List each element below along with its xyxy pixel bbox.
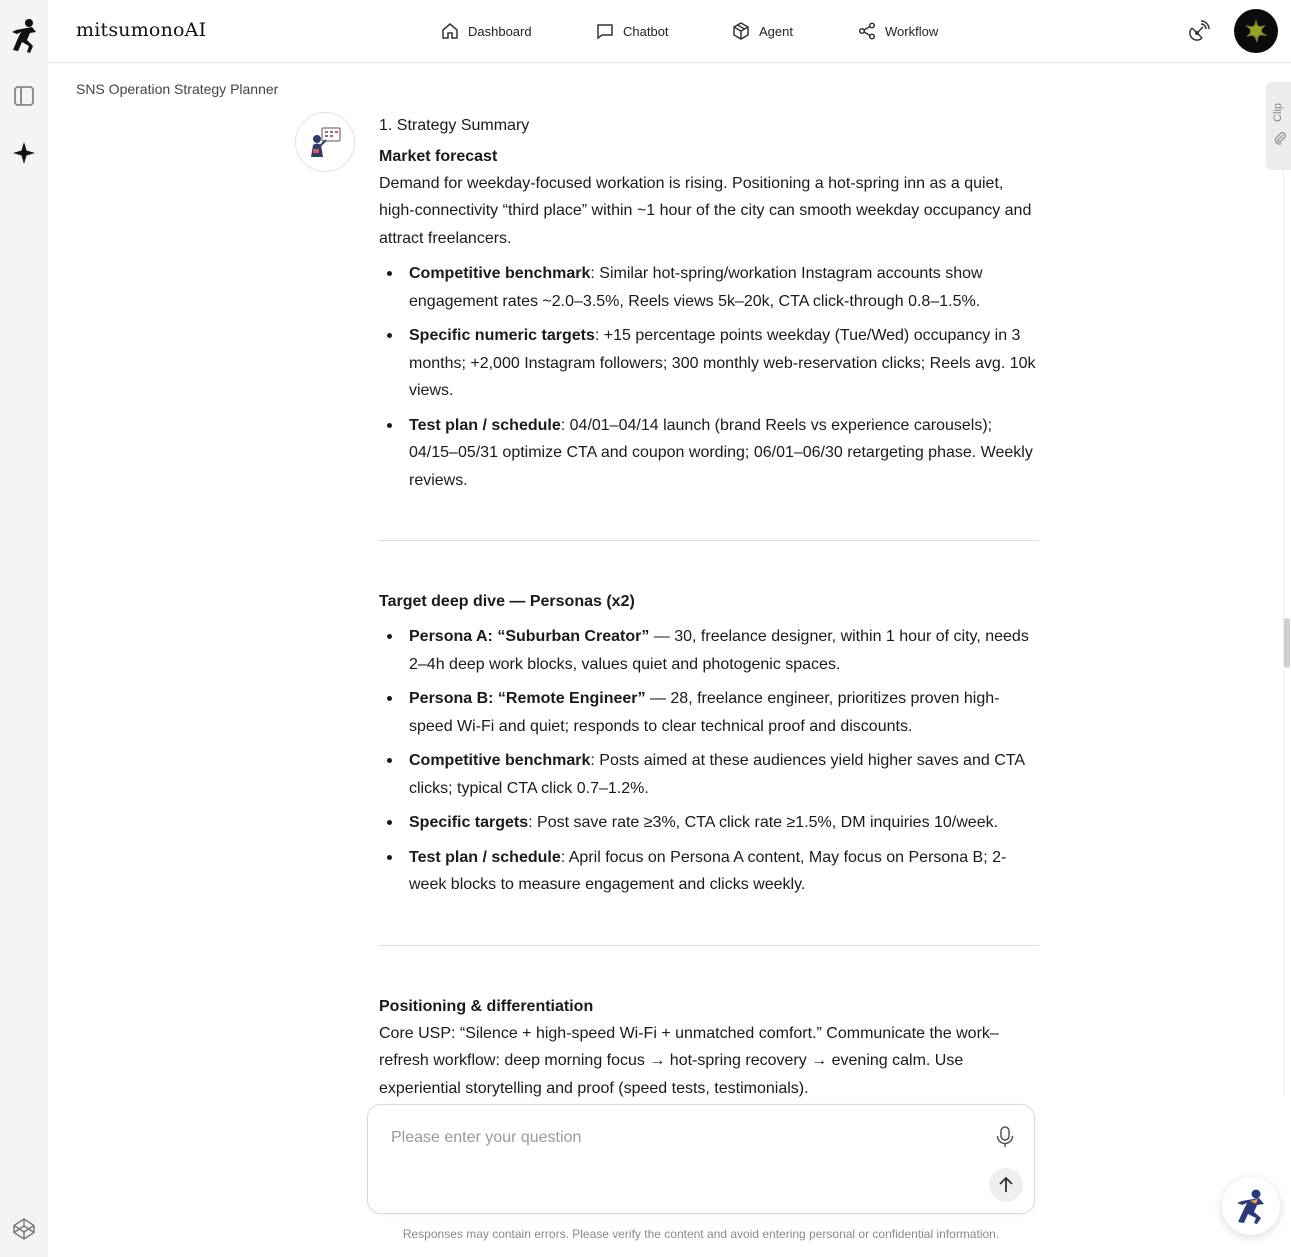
chat-composer — [367, 1104, 1035, 1214]
list-item-text: : 04/01–04/14 launch (brand Reels vs experience carousels); 04/15–05/31 optimize CTA and coupon wording; 06/01–06/30 retargeting phase. Weekly reviews. — [409, 416, 1033, 489]
list-item — [379, 322, 1039, 405]
list-item-label: Test plan / schedule — [409, 416, 561, 434]
personas-list — [379, 623, 1039, 899]
question-input[interactable] — [391, 1125, 951, 1151]
cube-icon — [731, 21, 751, 41]
left-rail — [0, 0, 48, 1257]
list-item-label: Specific targets — [409, 814, 529, 831]
list-item-label: Specific numeric targets — [409, 327, 595, 344]
list-item-text: : April focus on Persona A content, May focus on Persona B; 2-week blocks to measure engagement and clicks weekly. — [409, 848, 1007, 893]
runner-logo-icon[interactable] — [0, 18, 48, 54]
scrollbar-thumb[interactable] — [1284, 618, 1290, 668]
nav-label: Dashboard — [468, 23, 532, 39]
list-item-label: Persona B: “Remote Engineer” — [409, 690, 646, 707]
nav-chatbot[interactable] — [595, 0, 669, 62]
clip-tab-label — [1272, 103, 1284, 122]
divider — [379, 540, 1039, 541]
send-button[interactable] — [989, 1168, 1023, 1202]
nav-label: Workflow — [885, 23, 939, 39]
top-bar — [48, 0, 1291, 63]
positioning-body: Core USP: “Silence + high-speed Wi-Fi + unmatched comfort.” Communicate the work–refresh workflow: deep morning focus → hot-spring recovery → evening calm. Use experiential storytelling and proof (speed tests, testimonials). — [379, 1024, 999, 1097]
assistant-message — [379, 112, 1039, 1097]
divider — [379, 945, 1039, 946]
market-forecast-list — [379, 260, 1039, 494]
list-item — [379, 685, 1039, 740]
list-item — [379, 809, 1039, 837]
nav-label: Agent — [759, 23, 793, 39]
clip-label-text: Clip — [1272, 103, 1284, 122]
list-item-text: — 30, freelance designer, within 1 hour of city, needs 2–4h deep work blocks, values quiet and photogenic spaces. — [409, 628, 1029, 673]
share-nodes-icon — [857, 21, 877, 41]
sparkle-icon[interactable] — [0, 141, 48, 165]
section-title: 1. Strategy Summary — [379, 117, 530, 134]
list-item-text: : +15 percentage points weekday (Tue/Wed) occupancy in 3 months; +2,000 Instagram followers; 300 monthly web-reservation clicks; Reels avg. 10k views. — [409, 327, 1036, 399]
chat-bubble-icon — [595, 21, 615, 41]
list-item — [379, 260, 1039, 315]
list-item-label: Competitive benchmark — [409, 752, 591, 769]
runner-mascot-icon — [1232, 1187, 1270, 1225]
home-icon — [440, 21, 460, 41]
list-item-text: : Post save rate ≥3%, CTA click rate ≥1.5%, DM inquiries 10/week. — [528, 814, 999, 831]
nav-dashboard[interactable] — [440, 0, 532, 62]
arrow-up-icon — [997, 1176, 1015, 1194]
personas-heading: Target deep dive — Personas (x2) — [379, 593, 635, 610]
list-item-label: Persona A: “Suburban Creator” — [409, 628, 650, 645]
nav-label: Chatbot — [623, 23, 669, 39]
positioning-heading: Positioning & differentiation — [379, 997, 594, 1015]
list-item — [379, 747, 1039, 802]
list-item — [379, 844, 1039, 899]
disclaimer: Responses may contain errors. Please verify the content and avoid entering personal or confidential information. — [402, 1227, 1000, 1241]
paperclip-icon — [1273, 131, 1287, 145]
breadcrumb: SNS Operation Strategy Planner — [76, 81, 279, 97]
nav-agent[interactable] — [731, 0, 793, 62]
satellite-icon[interactable] — [1187, 19, 1211, 48]
user-avatar[interactable] — [1234, 9, 1278, 53]
bot-avatar — [295, 112, 355, 172]
list-item-label: Test plan / schedule — [409, 848, 561, 866]
microphone-icon[interactable] — [994, 1125, 1016, 1154]
brand-logo[interactable]: mitsumonoAI — [76, 19, 207, 41]
assistant-fab-button[interactable] — [1222, 1177, 1280, 1235]
list-item-text: — 28, freelance engineer, prioritizes proven high-speed Wi-Fi and quiet; responds to clear technical proof and discounts. — [409, 690, 1000, 735]
codepen-icon[interactable] — [0, 1217, 48, 1241]
list-item-text: : Posts aimed at these audiences yield higher saves and CTA clicks; typical CTA click 0.7–1.2%. — [409, 752, 1025, 797]
clip-tab[interactable] — [1266, 82, 1291, 170]
list-item — [379, 623, 1039, 678]
sidebar-toggle-icon[interactable] — [0, 85, 48, 107]
list-item-text: : Similar hot-spring/workation Instagram accounts show engagement rates ~2.0–3.5%, Reels views 5k–20k, CTA click-through 0.8–1.5%. — [409, 265, 983, 310]
list-item — [379, 412, 1039, 495]
market-forecast-body: Demand for weekday-focused workation is rising. Positioning a hot-spring inn as a quiet, high-connectivity “third place” within ~1 hour of the city can smooth weekday occupancy and attract freelancers. — [379, 174, 1032, 247]
list-item-label: Competitive benchmark — [409, 265, 591, 282]
nav-workflow[interactable] — [857, 0, 938, 62]
market-forecast-heading: Market forecast — [379, 147, 498, 165]
